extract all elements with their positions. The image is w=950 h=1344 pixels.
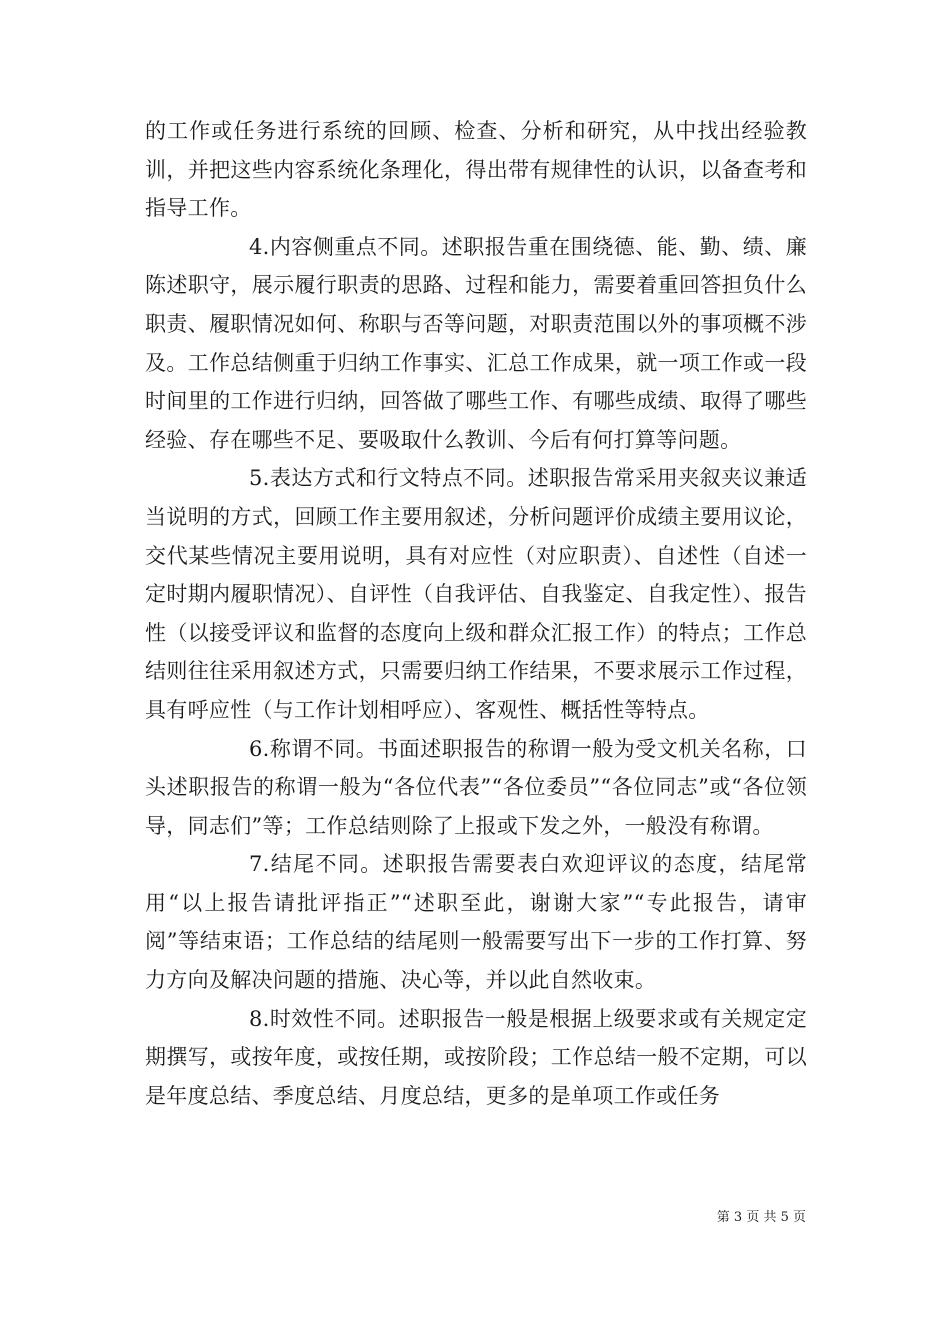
body-paragraph: 4.内容侧重点不同。述职报告重在围绕德、能、勤、绩、廉陈述职守，展示履行职责的思路、过程和能力，需要着重回答担负什么职责、履职情况如何、称职与否等问题，对职责范围以外的事项概不涉及。工作总结侧重于归纳工作事实、汇总工作成果，就一项工作或一段时间里的工作进行归纳，回答做了哪些工作、有哪些成绩、取得了哪些经验、存在哪些不足、要吸取什么教训、今后有何打算等问题。 bbox=[145, 234, 807, 452]
page-number-footer: 第 3 页 共 5 页 bbox=[716, 1210, 806, 1225]
body-paragraph: 5.表达方式和行文特点不同。述职报告常采用夹叙夹议兼适当说明的方式，回顾工作主要用叙述，分析问题评价成绩主要用议论，交代某些情况主要用说明，具有对应性（对应职责）、自述性（自述一定时期内履职情况）、自评性（自我评估、自我鉴定、自我定性）、报告性（以接受评议和监督的态度向上级和群众汇报工作）的特点；工作总结则往往采用叙述方式，只需要归纳工作结果，不要求展示工作过程，具有呼应性（与工作计划相呼应）、客观性、概括性等特点。 bbox=[145, 466, 807, 722]
body-paragraph: 7.结尾不同。述职报告需要表白欢迎评议的态度，结尾常用“以上报告请批评指正”“述职至此，谢谢大家”“专此报告，请审阅”等结束语；工作总结的结尾则一般需要写出下一步的工作打算、努力方向及解决问题的措施、决心等，并以此自然收束。 bbox=[145, 852, 807, 993]
body-paragraph: 6.称谓不同。书面述职报告的称谓一般为受文机关名称，口头述职报告的称谓一般为“各位代表”“各位委员”“各位同志”或“各位领导，同志们”等；工作总结则除了上报或下发之外，一般没有称谓。 bbox=[145, 736, 807, 838]
document-body bbox=[145, 112, 807, 1115]
body-paragraph: 的工作或任务进行系统的回顾、检查、分析和研究，从中找出经验教训，并把这些内容系统化条理化，得出带有规律性的认识，以备查考和指导工作。 bbox=[145, 119, 807, 221]
body-paragraph: 8.时效性不同。述职报告一般是根据上级要求或有关规定定期撰写，或按年度，或按任期，或按阶段；工作总结一般不定期，可以是年度总结、季度总结、月度总结，更多的是单项工作或任务 bbox=[145, 1006, 807, 1108]
